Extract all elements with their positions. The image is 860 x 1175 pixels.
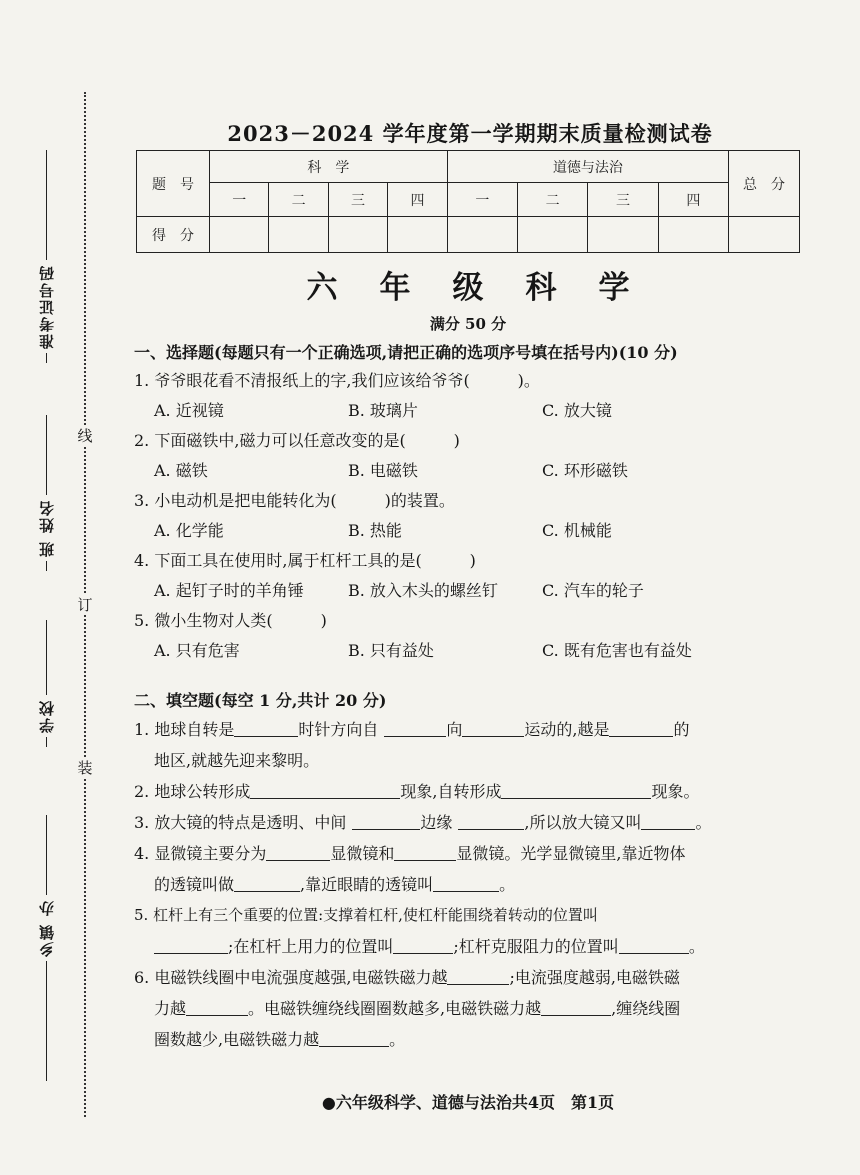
choice-options <box>134 396 802 426</box>
school-label: 学校 <box>37 699 56 733</box>
fill-question-3 <box>134 807 802 838</box>
score-table-total-header: 总 分 <box>729 151 800 217</box>
fill-question-2 <box>134 776 802 807</box>
choice-question-stem: 4. 下面工具在使用时,属于杠杆工具的是( ) <box>134 551 476 570</box>
fill-text: ;在杠杆上用力的位置叫 <box>228 937 394 956</box>
choice-question-stem: 3. 小电动机是把电能转化为( )的装置。 <box>134 491 455 510</box>
score-table-question-label: 题 号 <box>137 151 210 217</box>
choice-option[interactable]: B. 放入木头的螺丝钉 <box>348 581 498 600</box>
fill-question-4 <box>134 838 802 869</box>
fill-text: ;杠杆克服阻力的位置叫 <box>453 937 619 956</box>
answer-blank[interactable] <box>447 966 509 985</box>
fill-question-5: 5. 杠杆上有三个重要的位置:支撑着杠杆,使杠杆能围绕着转动的位置叫 <box>134 906 598 924</box>
answer-blank[interactable] <box>250 780 400 799</box>
score-cell[interactable] <box>518 217 588 253</box>
choice-option[interactable]: A. 只有危害 <box>154 641 240 660</box>
exam-content <box>134 340 802 1055</box>
fill-text: 现象。 <box>651 782 700 801</box>
score-cell[interactable] <box>269 217 328 253</box>
choice-question-stem: 2. 下面磁铁中,磁力可以任意改变的是( ) <box>134 431 460 450</box>
score-col-header: 二 <box>518 183 588 217</box>
choice-question-stem: 1. 爷爷眼花看不清报纸上的字,我们应该给爷爷( )。 <box>134 371 540 390</box>
town-field[interactable] <box>26 815 66 1081</box>
class-name-field[interactable] <box>26 415 66 571</box>
score-table-science-header: 科 学 <box>210 151 448 183</box>
exam-number-label: 准考证号码 <box>37 264 56 349</box>
score-cell[interactable] <box>388 217 447 253</box>
fill-text: ;电流强度越弱,电磁铁磁 <box>509 968 680 987</box>
fill-text: 边缘 <box>420 813 453 832</box>
fill-text: ,所以放大镜又叫 <box>524 813 642 832</box>
section-2-heading: 二、填空题(每空 1 分,共计 20 分) <box>134 691 387 710</box>
choice-question-stem: 5. 微小生物对人类( ) <box>134 611 327 630</box>
fill-text: 2. 地球公转形成 <box>134 782 251 801</box>
fill-question-4-cont <box>134 869 802 900</box>
answer-blank[interactable] <box>641 811 695 830</box>
binding-word-staple: 订 <box>74 594 96 615</box>
score-cell[interactable] <box>210 217 269 253</box>
fill-text: 1. 地球自转是 <box>134 720 235 739</box>
fill-text: 显微镜。光学显微镜里,靠近物体 <box>456 844 686 863</box>
answer-blank[interactable] <box>462 718 524 737</box>
exam-title: 2023－2024 学年度第一学期期末质量检测试卷 <box>227 121 713 146</box>
fill-text: 。电磁铁缠绕线圈圈数越多,电磁铁磁力越 <box>248 999 542 1018</box>
fill-text: 。 <box>688 937 705 956</box>
fill-text: 6. 电磁铁线圈中电流强度越强,电磁铁磁力越 <box>134 968 448 987</box>
answer-blank[interactable] <box>234 873 300 892</box>
fill-text: 的 <box>673 720 690 739</box>
fill-text: 运动的,越是 <box>524 720 610 739</box>
score-col-header: 一 <box>447 183 517 217</box>
fill-text: 4. 显微镜主要分为 <box>134 844 267 863</box>
choice-option[interactable]: A. 近视镜 <box>154 401 224 420</box>
class-name-label: 班 姓名 <box>37 499 56 558</box>
answer-blank[interactable] <box>234 718 298 737</box>
score-col-header: 一 <box>210 183 269 217</box>
score-col-header: 三 <box>328 183 387 217</box>
answer-blank[interactable] <box>154 935 228 954</box>
exam-number-field[interactable] <box>26 150 66 363</box>
choice-option[interactable]: A. 磁铁 <box>154 461 208 480</box>
answer-blank[interactable] <box>352 811 420 830</box>
fill-text: ,缠绕线圈 <box>611 999 681 1018</box>
answer-blank[interactable] <box>186 997 248 1016</box>
answer-blank[interactable] <box>384 718 446 737</box>
answer-blank[interactable] <box>609 718 673 737</box>
answer-blank[interactable] <box>619 935 689 954</box>
score-cell[interactable] <box>658 217 728 253</box>
choice-options <box>134 576 802 606</box>
fill-question-6-cont <box>134 993 802 1024</box>
choice-option[interactable]: B. 玻璃片 <box>348 401 418 420</box>
score-col-header: 四 <box>658 183 728 217</box>
fill-question-1 <box>134 714 802 745</box>
fill-text: 现象,自转形成 <box>400 782 502 801</box>
answer-blank[interactable] <box>266 842 330 861</box>
section-1-heading: 一、选择题(每题只有一个正确选项,请把正确的选项序号填在括号内)(10 分) <box>134 343 678 362</box>
fill-text: 圈数越少,电磁铁磁力越 <box>154 1030 320 1049</box>
answer-blank[interactable] <box>393 935 453 954</box>
choice-option[interactable]: A. 化学能 <box>154 521 224 540</box>
choice-option[interactable]: C. 既有危害也有益处 <box>542 641 692 660</box>
fill-text: ,靠近眼睛的透镜叫 <box>300 875 434 894</box>
fill-text: 。 <box>695 813 712 832</box>
choice-option[interactable]: C. 机械能 <box>542 521 612 540</box>
fill-text: 显微镜和 <box>330 844 395 863</box>
fill-text: 向 <box>446 720 463 739</box>
score-table-score-label: 得 分 <box>137 217 210 253</box>
score-col-header: 二 <box>269 183 328 217</box>
fill-question-6-cont2 <box>134 1024 802 1055</box>
score-table-morality-header: 道德与法治 <box>447 151 728 183</box>
choice-option[interactable]: C. 放大镜 <box>542 401 612 420</box>
score-cell[interactable] <box>328 217 387 253</box>
fill-text: 。 <box>389 1030 406 1049</box>
fill-text: 3. 放大镜的特点是透明、中间 <box>134 813 347 832</box>
binding-word-line: 线 <box>74 425 96 446</box>
score-cell[interactable] <box>447 217 517 253</box>
choice-options <box>134 516 802 546</box>
choice-option[interactable]: C. 环形磁铁 <box>542 461 628 480</box>
score-table <box>136 150 800 253</box>
choice-option[interactable]: B. 热能 <box>348 521 402 540</box>
answer-blank[interactable] <box>433 873 499 892</box>
score-cell-total[interactable] <box>729 217 800 253</box>
town-label: 乡镇 办 <box>37 899 56 958</box>
score-cell[interactable] <box>588 217 658 253</box>
choice-option[interactable]: B. 电磁铁 <box>348 461 418 480</box>
binding-word-bind: 装 <box>74 757 96 778</box>
school-field[interactable] <box>26 620 66 747</box>
fill-text: 的透镜叫做 <box>154 875 235 894</box>
score-col-header: 三 <box>588 183 658 217</box>
choice-options <box>134 636 802 666</box>
fill-question-6 <box>134 962 802 993</box>
page-footer: ●六年级科学、道德与法治共4页 第1页 <box>321 1093 615 1112</box>
full-marks: 满分 50 分 <box>429 315 507 333</box>
fill-text: 。 <box>499 875 516 894</box>
answer-blank[interactable] <box>394 842 456 861</box>
answer-blank[interactable] <box>458 811 524 830</box>
answer-blank[interactable] <box>501 780 651 799</box>
fill-text: 力越 <box>154 999 187 1018</box>
choice-option[interactable]: C. 汽车的轮子 <box>542 581 644 600</box>
fill-question-1-cont: 地区,就越先迎来黎明。 <box>154 751 320 770</box>
choice-option[interactable]: B. 只有益处 <box>348 641 434 660</box>
answer-blank[interactable] <box>319 1028 389 1047</box>
choice-option[interactable]: A. 起钉子时的羊角锤 <box>154 581 304 600</box>
fill-question-5-cont <box>134 931 802 962</box>
fill-text: 时针方向自 <box>298 720 379 739</box>
score-col-header: 四 <box>388 183 447 217</box>
choice-options <box>134 456 802 486</box>
student-info-column <box>26 150 66 1060</box>
answer-blank[interactable] <box>541 997 611 1016</box>
subject-title: 六年级科学 <box>306 270 672 306</box>
